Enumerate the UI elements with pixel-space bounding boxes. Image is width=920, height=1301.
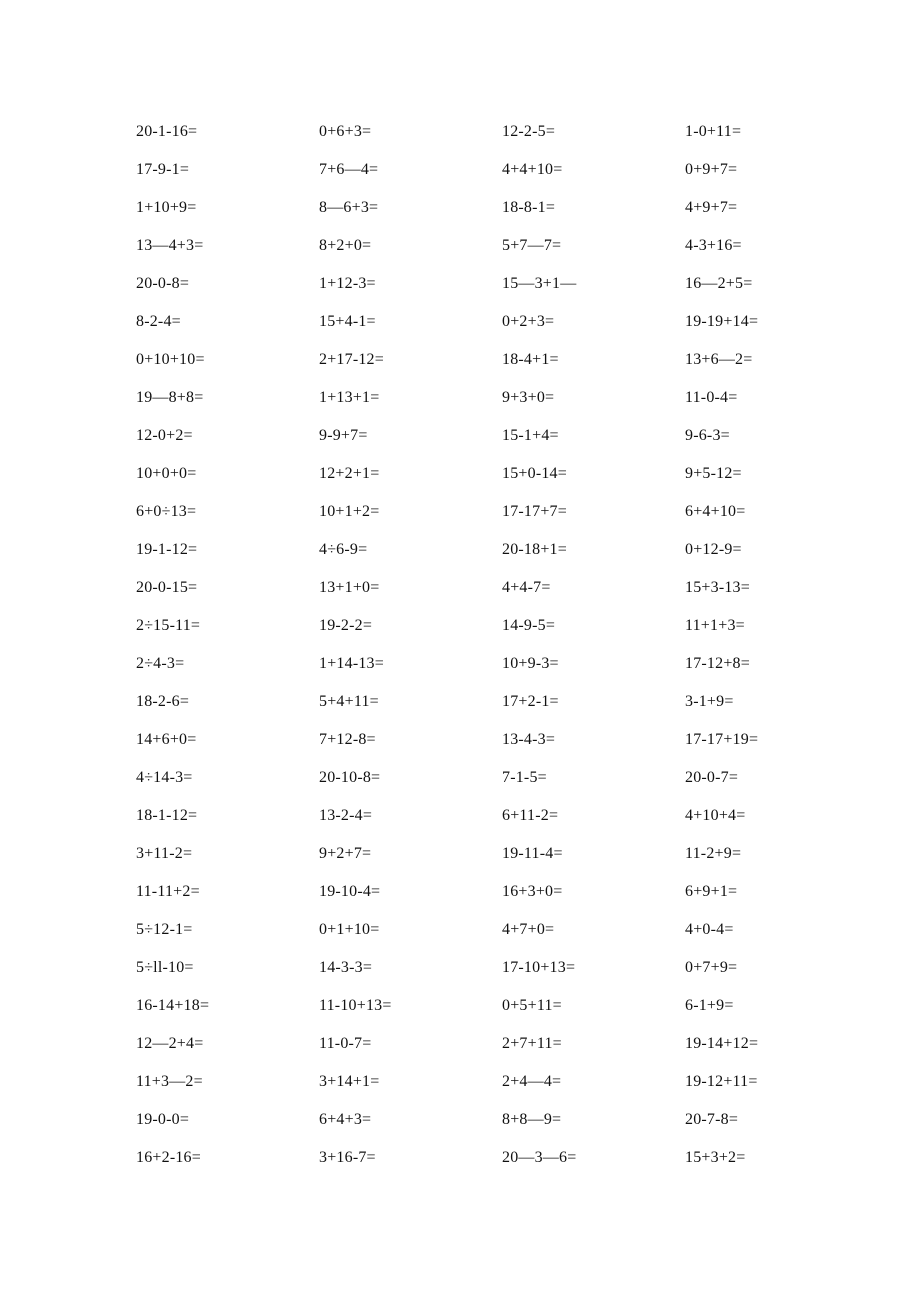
math-problem: 4+7+0=: [502, 921, 555, 938]
math-problem: 3+16-7=: [319, 1149, 376, 1166]
problem-row: [0, 227, 920, 265]
math-problem: 11-10+13=: [319, 997, 392, 1014]
math-problem: 0+6+3=: [319, 123, 372, 140]
problem-row: [0, 1063, 920, 1101]
problem-row: [0, 113, 920, 151]
problem-row: [0, 797, 920, 835]
math-problem: 7-1-5=: [502, 769, 547, 786]
math-problem: 4+4-7=: [502, 579, 551, 596]
math-problem: 6+4+3=: [319, 1111, 372, 1128]
math-problem: 8+8—9=: [502, 1111, 562, 1128]
math-problem: 4+0-4=: [685, 921, 734, 938]
math-problem: 13-4-3=: [502, 731, 556, 748]
problem-row: [0, 417, 920, 455]
problem-row: [0, 1139, 920, 1177]
math-problem: 18-1-12=: [136, 807, 198, 824]
math-problem: 20-0-15=: [136, 579, 198, 596]
math-problem: 19-0-0=: [136, 1111, 190, 1128]
math-problem: 18-4+1=: [502, 351, 559, 368]
math-problem: 9-9+7=: [319, 427, 368, 444]
math-problem: 6+9+1=: [685, 883, 738, 900]
math-problem: 13+1+0=: [319, 579, 380, 596]
problem-row: [0, 151, 920, 189]
math-problem: 5+4+11=: [319, 693, 379, 710]
problem-row: [0, 1025, 920, 1063]
math-problem: 19-19+14=: [685, 313, 759, 330]
math-problem: 16+2-16=: [136, 1149, 201, 1166]
math-problem: 13-2-4=: [319, 807, 373, 824]
math-problem: 19-14+12=: [685, 1035, 759, 1052]
math-problem: 11+3—2=: [136, 1073, 203, 1090]
math-problem: 8-2-4=: [136, 313, 181, 330]
math-problem: 9+2+7=: [319, 845, 372, 862]
problem-row: [0, 569, 920, 607]
math-problem: 12+2+1=: [319, 465, 380, 482]
math-problem: 3+11-2=: [136, 845, 193, 862]
math-problem: 1-0+11=: [685, 123, 742, 140]
math-problem: 19-11-4=: [502, 845, 563, 862]
math-problem: 4-3+16=: [685, 237, 742, 254]
math-problem: 18-2-6=: [136, 693, 190, 710]
math-problem: 20-0-8=: [136, 275, 190, 292]
math-problem: 4+9+7=: [685, 199, 738, 216]
math-problem: 12-2-5=: [502, 123, 556, 140]
math-problem: 1+12-3=: [319, 275, 376, 292]
math-problem: 6+4+10=: [685, 503, 746, 520]
math-problem: 20-7-8=: [685, 1111, 739, 1128]
math-problem: 14-9-5=: [502, 617, 556, 634]
math-problem: 19-10-4=: [319, 883, 381, 900]
math-problem: 17-17+19=: [685, 731, 759, 748]
math-problem: 0+12-9=: [685, 541, 742, 558]
math-problem: 0+1+10=: [319, 921, 380, 938]
problem-row: [0, 493, 920, 531]
problem-row: [0, 1101, 920, 1139]
problem-row: [0, 949, 920, 987]
math-problem: 6-1+9=: [685, 997, 734, 1014]
math-problem: 10+1+2=: [319, 503, 380, 520]
math-problem: 11-0-7=: [319, 1035, 372, 1052]
math-problem: 8+2+0=: [319, 237, 372, 254]
worksheet: [0, 113, 920, 1177]
problem-row: [0, 341, 920, 379]
math-problem: 19-2-2=: [319, 617, 373, 634]
math-problem: 13+6—2=: [685, 351, 753, 368]
math-problem: 2+7+11=: [502, 1035, 562, 1052]
math-problem: 6+11-2=: [502, 807, 559, 824]
math-problem: 17-10+13=: [502, 959, 576, 976]
math-problem: 15—3+1—: [502, 275, 577, 292]
math-problem: 0+5+11=: [502, 997, 562, 1014]
math-problem: 7+6—4=: [319, 161, 379, 178]
math-problem: 0+10+10=: [136, 351, 205, 368]
math-problem: 2+17-12=: [319, 351, 384, 368]
math-problem: 0+2+3=: [502, 313, 555, 330]
math-problem: 4+4+10=: [502, 161, 563, 178]
math-problem: 7+12-8=: [319, 731, 376, 748]
math-problem: 0+9+7=: [685, 161, 738, 178]
math-problem: 20-0-7=: [685, 769, 739, 786]
math-problem: 18-8-1=: [502, 199, 556, 216]
math-problem: 20—3—6=: [502, 1149, 577, 1166]
math-problem: 20-10-8=: [319, 769, 381, 786]
math-problem: 3+14+1=: [319, 1073, 380, 1090]
math-problem: 9+3+0=: [502, 389, 555, 406]
problem-row: [0, 189, 920, 227]
problem-row: [0, 265, 920, 303]
math-problem: 0+7+9=: [685, 959, 738, 976]
math-problem: 11-2+9=: [685, 845, 742, 862]
problem-row: [0, 873, 920, 911]
math-problem: 5+7—7=: [502, 237, 562, 254]
problem-row: [0, 455, 920, 493]
math-problem: 17-17+7=: [502, 503, 567, 520]
problem-row: [0, 379, 920, 417]
math-problem: 17-12+8=: [685, 655, 750, 672]
math-problem: 10+9-3=: [502, 655, 559, 672]
problem-row: [0, 759, 920, 797]
math-problem: 15+3-13=: [685, 579, 750, 596]
problem-row: [0, 683, 920, 721]
math-problem: 13—4+3=: [136, 237, 204, 254]
math-problem: 9+5-12=: [685, 465, 742, 482]
math-problem: 8—6+3=: [319, 199, 379, 216]
math-problem: 12-0+2=: [136, 427, 193, 444]
problem-row: [0, 721, 920, 759]
math-problem: 16+3+0=: [502, 883, 563, 900]
math-problem: 19—8+8=: [136, 389, 204, 406]
math-problem: 12—2+4=: [136, 1035, 204, 1052]
math-problem: 2÷4-3=: [136, 655, 185, 672]
math-problem: 14+6+0=: [136, 731, 197, 748]
math-problem: 6+0÷13=: [136, 503, 197, 520]
math-problem: 11-0-4=: [685, 389, 738, 406]
math-problem: 11-11+2=: [136, 883, 200, 900]
math-problem: 9-6-3=: [685, 427, 730, 444]
problem-row: [0, 911, 920, 949]
problem-row: [0, 607, 920, 645]
math-problem: 4+10+4=: [685, 807, 746, 824]
math-problem: 16-14+18=: [136, 997, 210, 1014]
math-problem: 11+1+3=: [685, 617, 745, 634]
math-problem: 1+13+1=: [319, 389, 380, 406]
problem-row: [0, 987, 920, 1025]
math-problem: 20-1-16=: [136, 123, 198, 140]
math-problem: 15+4-1=: [319, 313, 376, 330]
math-problem: 19-1-12=: [136, 541, 198, 558]
problem-row: [0, 531, 920, 569]
math-problem: 3-1+9=: [685, 693, 734, 710]
math-problem: 1+14-13=: [319, 655, 384, 672]
math-problem: 2÷15-11=: [136, 617, 201, 634]
math-problem: 5÷12-1=: [136, 921, 193, 938]
math-problem: 17+2-1=: [502, 693, 559, 710]
math-problem: 14-3-3=: [319, 959, 373, 976]
problem-row: [0, 835, 920, 873]
math-problem: 20-18+1=: [502, 541, 567, 558]
problem-row: [0, 645, 920, 683]
math-problem: 4÷6-9=: [319, 541, 368, 558]
math-problem: 2+4—4=: [502, 1073, 562, 1090]
math-problem: 5÷ll-10=: [136, 959, 194, 976]
math-problem: 19-12+11=: [685, 1073, 758, 1090]
math-problem: 16—2+5=: [685, 275, 753, 292]
problem-row: [0, 303, 920, 341]
math-problem: 17-9-1=: [136, 161, 190, 178]
math-problem: 15-1+4=: [502, 427, 559, 444]
math-problem: 4÷14-3=: [136, 769, 193, 786]
math-problem: 10+0+0=: [136, 465, 197, 482]
math-problem: 15+0-14=: [502, 465, 567, 482]
math-problem: 1+10+9=: [136, 199, 197, 216]
math-problem: 15+3+2=: [685, 1149, 746, 1166]
